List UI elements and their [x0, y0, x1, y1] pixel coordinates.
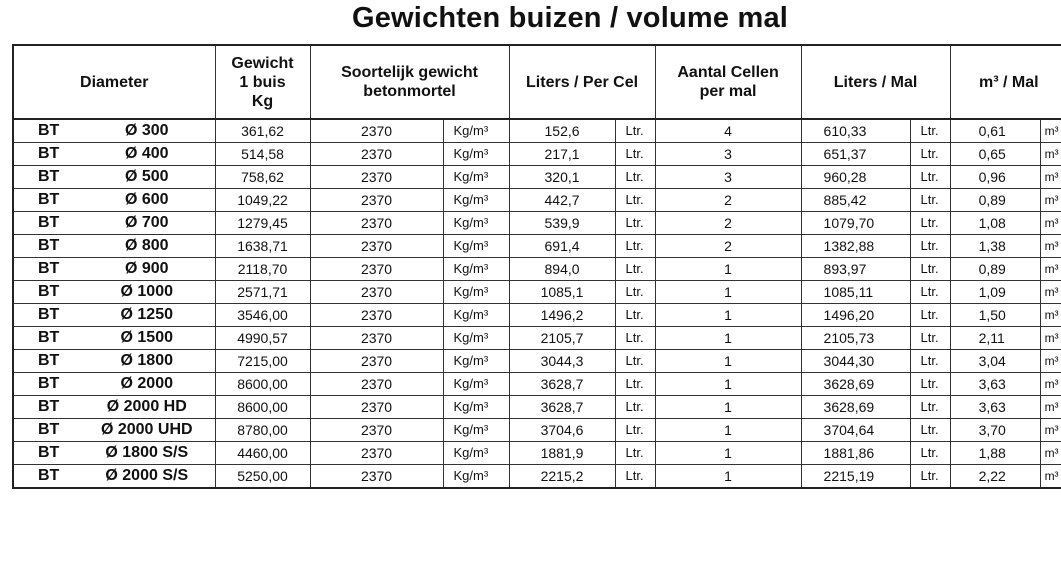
cell-m3-unit: m³: [1040, 419, 1061, 442]
cell-diameter: Ø 400: [79, 143, 215, 166]
cell-diameter: Ø 1000: [79, 281, 215, 304]
cell-m3: 2,22: [950, 465, 1040, 489]
cell-liters-mal: 3704,64: [801, 419, 910, 442]
cell-liters-cel-unit: Ltr.: [615, 465, 655, 489]
cell-soortelijk-unit: Kg/m³: [443, 419, 509, 442]
cell-liters-cel: 3704,6: [509, 419, 615, 442]
cell-liters-cel-unit: Ltr.: [615, 327, 655, 350]
cell-gewicht: 3546,00: [215, 304, 310, 327]
cell-m3: 1,88: [950, 442, 1040, 465]
cell-liters-cel-unit: Ltr.: [615, 396, 655, 419]
cell-type: BT: [13, 166, 79, 189]
cell-gewicht: 5250,00: [215, 465, 310, 489]
cell-gewicht: 4990,57: [215, 327, 310, 350]
page-title: Gewichten buizen / volume mal: [351, 2, 789, 34]
cell-soortelijk-unit: Kg/m³: [443, 350, 509, 373]
cell-liters-mal-unit: Ltr.: [910, 235, 950, 258]
cell-soortelijk-unit: Kg/m³: [443, 212, 509, 235]
cell-liters-cel-unit: Ltr.: [615, 304, 655, 327]
cell-gewicht: 514,58: [215, 143, 310, 166]
cell-gewicht: 4460,00: [215, 442, 310, 465]
header-aantal-line2: per mal: [699, 83, 757, 100]
cell-soortelijk-unit: Kg/m³: [443, 235, 509, 258]
cell-gewicht: 1279,45: [215, 212, 310, 235]
cell-soortelijk: 2370: [310, 166, 443, 189]
cell-m3-unit: m³: [1040, 281, 1061, 304]
cell-type: BT: [13, 396, 79, 419]
cell-aantal: 2: [655, 189, 801, 212]
cell-soortelijk: 2370: [310, 119, 443, 143]
cell-aantal: 2: [655, 212, 801, 235]
cell-aantal: 3: [655, 143, 801, 166]
cell-type: BT: [13, 281, 79, 304]
cell-liters-mal-unit: Ltr.: [910, 327, 950, 350]
cell-liters-mal: 1079,70: [801, 212, 910, 235]
cell-aantal: 1: [655, 304, 801, 327]
cell-liters-mal: 651,37: [801, 143, 910, 166]
cell-diameter: Ø 800: [79, 235, 215, 258]
cell-m3-unit: m³: [1040, 442, 1061, 465]
table-row: [13, 212, 1061, 235]
cell-liters-cel: 2105,7: [509, 327, 615, 350]
cell-liters-mal: 960,28: [801, 166, 910, 189]
cell-diameter: Ø 300: [79, 119, 215, 143]
cell-liters-mal: 1496,20: [801, 304, 910, 327]
cell-liters-mal-unit: Ltr.: [910, 396, 950, 419]
cell-m3: 3,63: [950, 396, 1040, 419]
cell-liters-cel-unit: Ltr.: [615, 189, 655, 212]
cell-liters-mal-unit: Ltr.: [910, 373, 950, 396]
cell-m3-unit: m³: [1040, 119, 1061, 143]
header-gewicht-line2: 1 buis: [239, 73, 286, 91]
cell-diameter: Ø 1800: [79, 350, 215, 373]
cell-soortelijk: 2370: [310, 350, 443, 373]
header-gewicht-line3: Kg: [251, 92, 274, 110]
header-soortelijk-line2: betonmortel: [363, 83, 456, 100]
cell-soortelijk: 2370: [310, 442, 443, 465]
cell-soortelijk-unit: Kg/m³: [443, 304, 509, 327]
cell-m3: 3,04: [950, 350, 1040, 373]
cell-type: BT: [13, 189, 79, 212]
cell-liters-mal: 2105,73: [801, 327, 910, 350]
cell-soortelijk: 2370: [310, 281, 443, 304]
cell-soortelijk-unit: Kg/m³: [443, 373, 509, 396]
header-liters-per-cel: Liters / Per Cel: [509, 45, 655, 119]
cell-liters-mal-unit: Ltr.: [910, 281, 950, 304]
weights-table: [12, 44, 1061, 489]
cell-diameter: Ø 900: [79, 258, 215, 281]
table-row: [13, 419, 1061, 442]
cell-aantal: 1: [655, 258, 801, 281]
cell-gewicht: 8600,00: [215, 373, 310, 396]
cell-m3: 1,09: [950, 281, 1040, 304]
table-row: [13, 235, 1061, 258]
cell-m3-unit: m³: [1040, 373, 1061, 396]
cell-type: BT: [13, 143, 79, 166]
header-aantal-cellen: [655, 45, 801, 119]
cell-liters-cel: 3044,3: [509, 350, 615, 373]
table-row: [13, 396, 1061, 419]
cell-soortelijk-unit: Kg/m³: [443, 258, 509, 281]
cell-m3: 3,70: [950, 419, 1040, 442]
cell-liters-cel-unit: Ltr.: [615, 119, 655, 143]
cell-liters-mal: 1382,88: [801, 235, 910, 258]
cell-liters-mal-unit: Ltr.: [910, 419, 950, 442]
header-gewicht: [215, 45, 310, 119]
cell-liters-cel-unit: Ltr.: [615, 373, 655, 396]
cell-liters-mal-unit: Ltr.: [910, 189, 950, 212]
cell-aantal: 1: [655, 419, 801, 442]
cell-liters-cel-unit: Ltr.: [615, 350, 655, 373]
cell-soortelijk-unit: Kg/m³: [443, 143, 509, 166]
cell-liters-mal: 1881,86: [801, 442, 910, 465]
cell-diameter: Ø 2000 HD: [79, 396, 215, 419]
table-row: [13, 281, 1061, 304]
cell-type: BT: [13, 304, 79, 327]
cell-liters-cel: 442,7: [509, 189, 615, 212]
cell-m3: 0,65: [950, 143, 1040, 166]
cell-liters-cel: 3628,7: [509, 396, 615, 419]
cell-gewicht: 7215,00: [215, 350, 310, 373]
cell-diameter: Ø 1250: [79, 304, 215, 327]
table-row: [13, 350, 1061, 373]
cell-liters-cel: 3628,7: [509, 373, 615, 396]
table-row: [13, 258, 1061, 281]
cell-aantal: 2: [655, 235, 801, 258]
cell-liters-mal-unit: Ltr.: [910, 304, 950, 327]
cell-m3: 2,11: [950, 327, 1040, 350]
cell-m3: 1,08: [950, 212, 1040, 235]
table-row: [13, 166, 1061, 189]
cell-soortelijk-unit: Kg/m³: [443, 119, 509, 143]
cell-gewicht: 2118,70: [215, 258, 310, 281]
cell-m3: 3,63: [950, 373, 1040, 396]
table-row: [13, 143, 1061, 166]
cell-gewicht: 361,62: [215, 119, 310, 143]
cell-soortelijk: 2370: [310, 143, 443, 166]
cell-diameter: Ø 1800 S/S: [79, 442, 215, 465]
cell-liters-cel: 1496,2: [509, 304, 615, 327]
cell-type: BT: [13, 212, 79, 235]
cell-gewicht: 1638,71: [215, 235, 310, 258]
cell-soortelijk: 2370: [310, 419, 443, 442]
table-row: [13, 465, 1061, 489]
cell-liters-cel: 217,1: [509, 143, 615, 166]
cell-m3: 0,61: [950, 119, 1040, 143]
cell-type: BT: [13, 442, 79, 465]
header-diameter: Diameter: [13, 45, 215, 119]
cell-type: BT: [13, 465, 79, 489]
header-aantal-line1: Aantal Cellen: [677, 64, 779, 81]
cell-type: BT: [13, 373, 79, 396]
table-row: [13, 304, 1061, 327]
cell-liters-cel: 691,4: [509, 235, 615, 258]
cell-m3: 0,89: [950, 258, 1040, 281]
cell-soortelijk: 2370: [310, 465, 443, 489]
cell-m3: 1,38: [950, 235, 1040, 258]
cell-m3-unit: m³: [1040, 258, 1061, 281]
cell-diameter: Ø 600: [79, 189, 215, 212]
table-row: [13, 327, 1061, 350]
cell-liters-mal-unit: Ltr.: [910, 143, 950, 166]
cell-diameter: Ø 2000 UHD: [79, 419, 215, 442]
cell-liters-cel-unit: Ltr.: [615, 281, 655, 304]
cell-gewicht: 2571,71: [215, 281, 310, 304]
cell-type: BT: [13, 235, 79, 258]
cell-liters-cel: 1085,1: [509, 281, 615, 304]
cell-type: BT: [13, 119, 79, 143]
cell-soortelijk: 2370: [310, 235, 443, 258]
cell-liters-mal: 893,97: [801, 258, 910, 281]
cell-gewicht: 8780,00: [215, 419, 310, 442]
cell-aantal: 1: [655, 350, 801, 373]
cell-aantal: 3: [655, 166, 801, 189]
cell-m3-unit: m³: [1040, 143, 1061, 166]
cell-m3-unit: m³: [1040, 350, 1061, 373]
cell-diameter: Ø 700: [79, 212, 215, 235]
cell-liters-mal-unit: Ltr.: [910, 212, 950, 235]
cell-diameter: Ø 500: [79, 166, 215, 189]
cell-aantal: 1: [655, 327, 801, 350]
cell-m3-unit: m³: [1040, 304, 1061, 327]
cell-type: BT: [13, 419, 79, 442]
header-liters-mal: Liters / Mal: [801, 45, 950, 119]
cell-liters-mal-unit: Ltr.: [910, 258, 950, 281]
cell-diameter: Ø 2000: [79, 373, 215, 396]
cell-soortelijk-unit: Kg/m³: [443, 166, 509, 189]
cell-soortelijk: 2370: [310, 212, 443, 235]
cell-liters-cel-unit: Ltr.: [615, 143, 655, 166]
cell-liters-cel: 1881,9: [509, 442, 615, 465]
cell-liters-cel: 539,9: [509, 212, 615, 235]
cell-liters-cel: 152,6: [509, 119, 615, 143]
cell-liters-mal-unit: Ltr.: [910, 166, 950, 189]
cell-diameter: Ø 1500: [79, 327, 215, 350]
cell-m3-unit: m³: [1040, 327, 1061, 350]
cell-liters-mal: 610,33: [801, 119, 910, 143]
cell-liters-mal-unit: Ltr.: [910, 119, 950, 143]
cell-m3: 0,96: [950, 166, 1040, 189]
cell-liters-cel-unit: Ltr.: [615, 235, 655, 258]
table-row: [13, 373, 1061, 396]
cell-m3: 0,89: [950, 189, 1040, 212]
cell-soortelijk: 2370: [310, 396, 443, 419]
cell-soortelijk-unit: Kg/m³: [443, 189, 509, 212]
cell-liters-cel-unit: Ltr.: [615, 442, 655, 465]
cell-aantal: 4: [655, 119, 801, 143]
cell-aantal: 1: [655, 396, 801, 419]
cell-liters-cel-unit: Ltr.: [615, 258, 655, 281]
cell-type: BT: [13, 327, 79, 350]
cell-liters-mal: 3044,30: [801, 350, 910, 373]
cell-m3-unit: m³: [1040, 235, 1061, 258]
cell-liters-cel: 894,0: [509, 258, 615, 281]
table-body: [13, 119, 1061, 488]
cell-aantal: 1: [655, 281, 801, 304]
cell-liters-mal: 1085,11: [801, 281, 910, 304]
cell-soortelijk: 2370: [310, 258, 443, 281]
table-header-row: [13, 45, 1061, 119]
cell-liters-cel: 320,1: [509, 166, 615, 189]
cell-aantal: 1: [655, 442, 801, 465]
header-m3-mal: m³ / Mal: [950, 45, 1061, 119]
cell-liters-mal: 885,42: [801, 189, 910, 212]
cell-diameter: Ø 2000 S/S: [79, 465, 215, 489]
cell-soortelijk-unit: Kg/m³: [443, 442, 509, 465]
cell-m3-unit: m³: [1040, 212, 1061, 235]
header-gewicht-line1: Gewicht: [231, 54, 294, 72]
cell-liters-cel: 2215,2: [509, 465, 615, 489]
cell-liters-cel-unit: Ltr.: [615, 419, 655, 442]
cell-soortelijk-unit: Kg/m³: [443, 465, 509, 489]
cell-m3-unit: m³: [1040, 189, 1061, 212]
cell-liters-mal-unit: Ltr.: [910, 350, 950, 373]
cell-liters-mal: 3628,69: [801, 373, 910, 396]
cell-m3-unit: m³: [1040, 465, 1061, 489]
header-soortelijk-line1: Soortelijk gewicht: [341, 64, 478, 81]
cell-soortelijk: 2370: [310, 189, 443, 212]
cell-soortelijk: 2370: [310, 373, 443, 396]
cell-soortelijk: 2370: [310, 304, 443, 327]
cell-type: BT: [13, 350, 79, 373]
cell-soortelijk-unit: Kg/m³: [443, 396, 509, 419]
cell-gewicht: 1049,22: [215, 189, 310, 212]
cell-liters-cel-unit: Ltr.: [615, 212, 655, 235]
cell-gewicht: 8600,00: [215, 396, 310, 419]
table-row: [13, 119, 1061, 143]
cell-soortelijk: 2370: [310, 327, 443, 350]
header-soortelijk: [310, 45, 509, 119]
cell-soortelijk-unit: Kg/m³: [443, 327, 509, 350]
cell-m3-unit: m³: [1040, 166, 1061, 189]
cell-aantal: 1: [655, 373, 801, 396]
cell-liters-mal-unit: Ltr.: [910, 442, 950, 465]
cell-liters-mal-unit: Ltr.: [910, 465, 950, 489]
cell-gewicht: 758,62: [215, 166, 310, 189]
cell-liters-mal: 3628,69: [801, 396, 910, 419]
cell-m3-unit: m³: [1040, 396, 1061, 419]
cell-soortelijk-unit: Kg/m³: [443, 281, 509, 304]
table-row: [13, 442, 1061, 465]
cell-liters-mal: 2215,19: [801, 465, 910, 489]
table-row: [13, 189, 1061, 212]
cell-liters-cel-unit: Ltr.: [615, 166, 655, 189]
cell-aantal: 1: [655, 465, 801, 489]
cell-m3: 1,50: [950, 304, 1040, 327]
cell-type: BT: [13, 258, 79, 281]
